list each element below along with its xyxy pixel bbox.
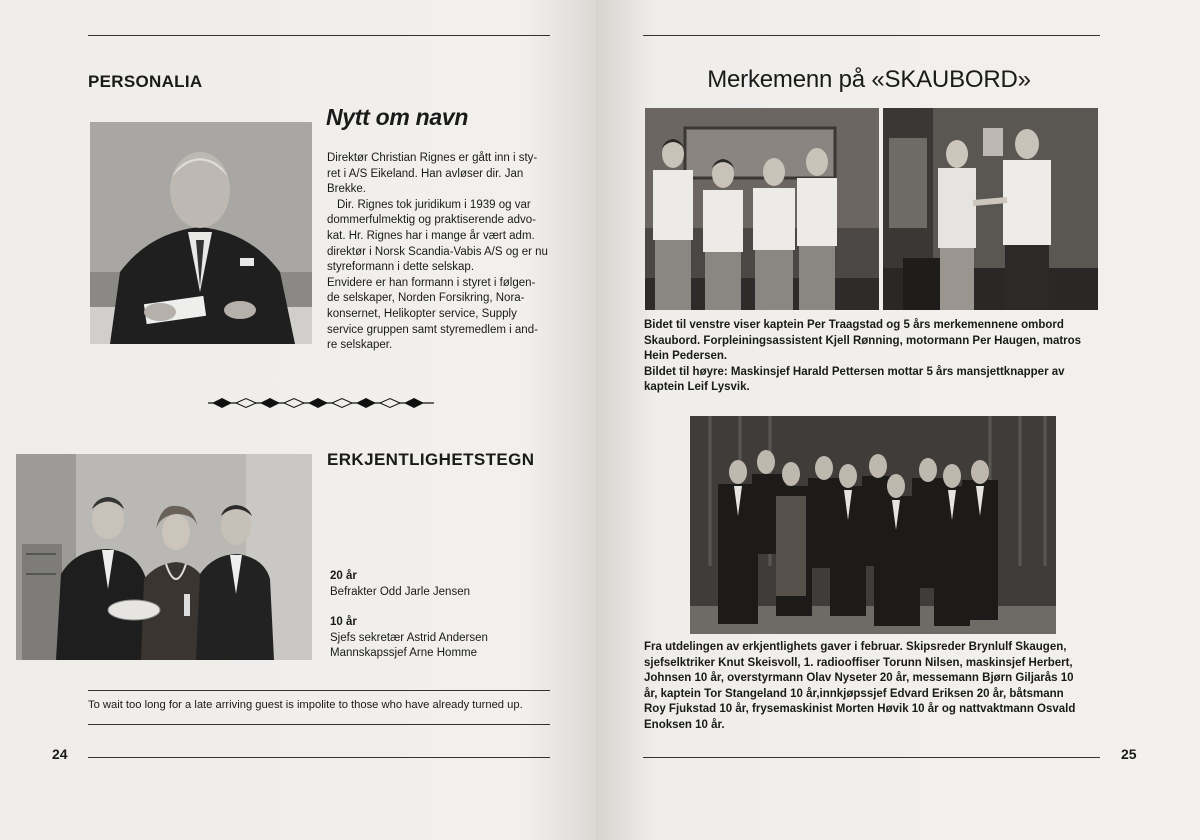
caption-line: Fra utdelingen av erkjentlighets gaver i februar. Skipsreder Brynlulf Skaugen,: [644, 641, 1067, 653]
article-line: re selskaper.: [327, 339, 393, 352]
second-heading: ERKJENTLIGHETSTEGN: [327, 450, 535, 469]
award-years-10: 10 år: [330, 616, 357, 629]
diamond-divider-icon: [208, 396, 434, 410]
awards-list: [330, 569, 560, 662]
article-title: Nytt om navn: [326, 104, 469, 130]
award-photo: [16, 454, 312, 660]
article-line: dommerfulmektig og praktiserende advo-: [327, 214, 537, 227]
article-line: Envidere er han formann i styret i følgen-: [327, 276, 536, 289]
article-body: [327, 151, 555, 354]
caption-top: [644, 318, 1104, 396]
portrait-image: [90, 122, 312, 344]
caption-line: Roy Fjukstad 10 år, frysemaskinist Morten Høvik 10 år og nattvaktmann Osvald: [644, 703, 1076, 716]
crew-photo: [645, 108, 879, 310]
award-name: Befrakter Odd Jarle Jensen: [330, 585, 470, 598]
bottom-rule-right: [643, 757, 1100, 758]
caption-line: kaptein Leif Lysvik.: [644, 381, 750, 394]
article-line: styreformann i dette selskap.: [327, 261, 475, 274]
caption-line: Hein Pedersen.: [644, 350, 728, 363]
caption-line: Bidet til venstre viser kaptein Per Traagstad og 5 års merkemennene ombord: [644, 319, 1064, 331]
caption-line: sjefselktriker Knut Skeisvoll, 1. radiooffiser Torunn Nilsen, maskinsjef Herbert,: [644, 656, 1073, 669]
article-line: service gruppen samt styremedlem i and-: [327, 323, 538, 336]
crew-image: [645, 108, 879, 310]
award-name: Sjefs sekretær Astrid Andersen: [330, 631, 488, 644]
caption-line: Johnsen 10 år, overstyrmann Olav Nyseter 20 år, messemann Bjørn Giljarås 10: [644, 672, 1074, 685]
section-heading: PERSONALIA: [88, 72, 203, 91]
award-image: [16, 454, 312, 660]
caption-line: år, kaptein Tor Stangeland 10 år,innkjøpssjef Edvard Eriksen 20 år, båtsmann: [644, 687, 1064, 700]
article-line: kat. Hr. Rignes har i mange år vært adm.: [327, 229, 535, 242]
left-page: [0, 0, 596, 840]
page-number-right: 25: [1121, 746, 1137, 762]
caption-line: Bildet til høyre: Maskinsjef Harald Pettersen mottar 5 års mansjettknapper av: [644, 365, 1065, 378]
right-page-title: Merkemenn på «SKAUBORD»: [707, 66, 1031, 93]
portrait-photo: [90, 122, 312, 344]
page-number-left: 24: [52, 746, 68, 762]
group-photo: [690, 416, 1056, 634]
bottom-rule-left: [88, 757, 550, 758]
top-rule-left: [88, 35, 550, 36]
quote-top-rule: [88, 690, 550, 691]
handshake-photo: [883, 108, 1098, 310]
award-years-20: 20 år: [330, 570, 357, 582]
right-page: [596, 0, 1200, 840]
caption-line: Enoksen 10 år.: [644, 718, 725, 731]
article-line: Dir. Rignes tok juridikum i 1939 og var: [337, 198, 531, 211]
article-line: de selskaper, Norden Forsikring, Nora-: [327, 292, 525, 305]
quote-text: To wait too long for a late arriving guest is impolite to those who have already turned up.: [88, 699, 523, 711]
article-line: konsernet, Helikopter service, Supply: [327, 307, 517, 320]
article-line: direktør i Norsk Scandia-Vabis A/S og er nu: [327, 245, 548, 258]
article-line: Brekke.: [327, 183, 366, 196]
article-line: Direktør Christian Rignes er gått inn i sty-: [327, 152, 538, 164]
award-name: Mannskapssjef Arne Homme: [330, 647, 478, 660]
caption-line: Skaubord. Forpleiningsassistent Kjell Rønning, motormann Per Haugen, matros: [644, 334, 1082, 347]
group-image: [690, 416, 1056, 634]
caption-bottom: [644, 640, 1106, 734]
top-rule-right: [643, 35, 1100, 36]
article-line: ret i A/S Eikeland. Han avløser dir. Jan: [327, 167, 524, 180]
diamond-ornament: [208, 396, 434, 410]
handshake-image: [883, 108, 1098, 310]
quote-bottom-rule: [88, 724, 550, 725]
